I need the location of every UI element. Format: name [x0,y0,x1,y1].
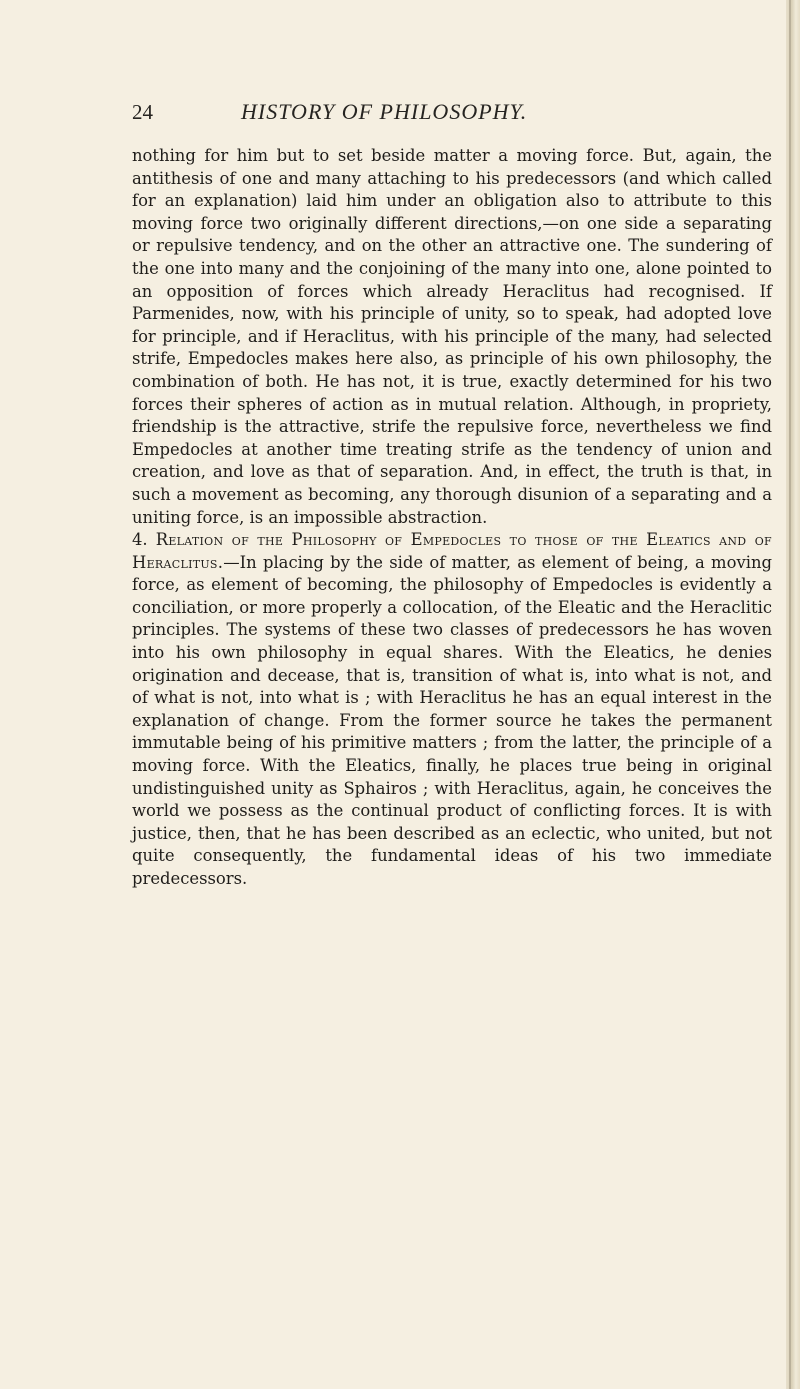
section-number: 4. [132,530,148,550]
paragraph-continuation: nothing for him but to set beside matter a moving force. But, again, the antithesis of one and many attaching to his predecessors (and which called for an explanation) laid him under an obligation also to attribute to this moving force two originally different directions,—on one side a separating or repulsive tendency, and on the other an attractive one. The sundering of the one into many and the conjoining of the many into one, alone pointed to an opposition of forces which already Heraclitus had recognised. If Parmenides, now, with his principle of unity, so to speak, had adopted love for principle, and if Heraclitus, with his principle of the many, had selected strife, Empedocles makes here also, as principle of his own philosophy, the combination of both. He has not, it is true, exactly determined for his two forces their spheres of action as in mutual relation. Although, in propriety, friendship is the attractive, strife the repulsive force, nevertheless we find Empedocles at another time treating strife as the tendency of union and creation, and love as that of separation. And, in effect, the truth is that, in such a movement as becoming, any thorough disunion of a separating and a uniting force, is an impossible abstraction. [132,146,772,527]
page-number: 24 [132,100,153,124]
paragraph-section-4 [132,529,772,891]
body-text [132,145,772,891]
section-heading: Relation of the Philosophy of Empedocles to those of the Eleatics and of Heraclitus. [132,530,772,572]
section-text: —In placing by the side of matter, as element of being, a moving force, as element of becoming, the philosophy of Empedocles is evidently a conciliation, or more properly a collocation, of the Eleatic and the Heraclitic principles. The systems of these two classes of predecessors he has woven into his own philosophy in equal shares. With the Eleatics, he denies origination and decease, that is, transition of what is, into what is not, and of what is not, into what is ; with Heraclitus he has an equal interest in the explanation of change. From the former source he takes the permanent immutable being of his primitive matters ; from the latter, the principle of a moving force. With the Eleatics, finally, he places true being in original undistinguished unity as Sphairos ; with Heraclitus, again, he conceives the world we possess as the continual product of conflicting forces. It is with justice, then, that he has been described as an eclectic, who united, but not quite consequently, the fundamental ideas of his two immediate predecessors. [132,552,772,888]
running-title: HISTORY OF PHILOSOPHY. [241,99,528,124]
page-edge-line [789,0,791,1389]
running-head [132,99,772,125]
